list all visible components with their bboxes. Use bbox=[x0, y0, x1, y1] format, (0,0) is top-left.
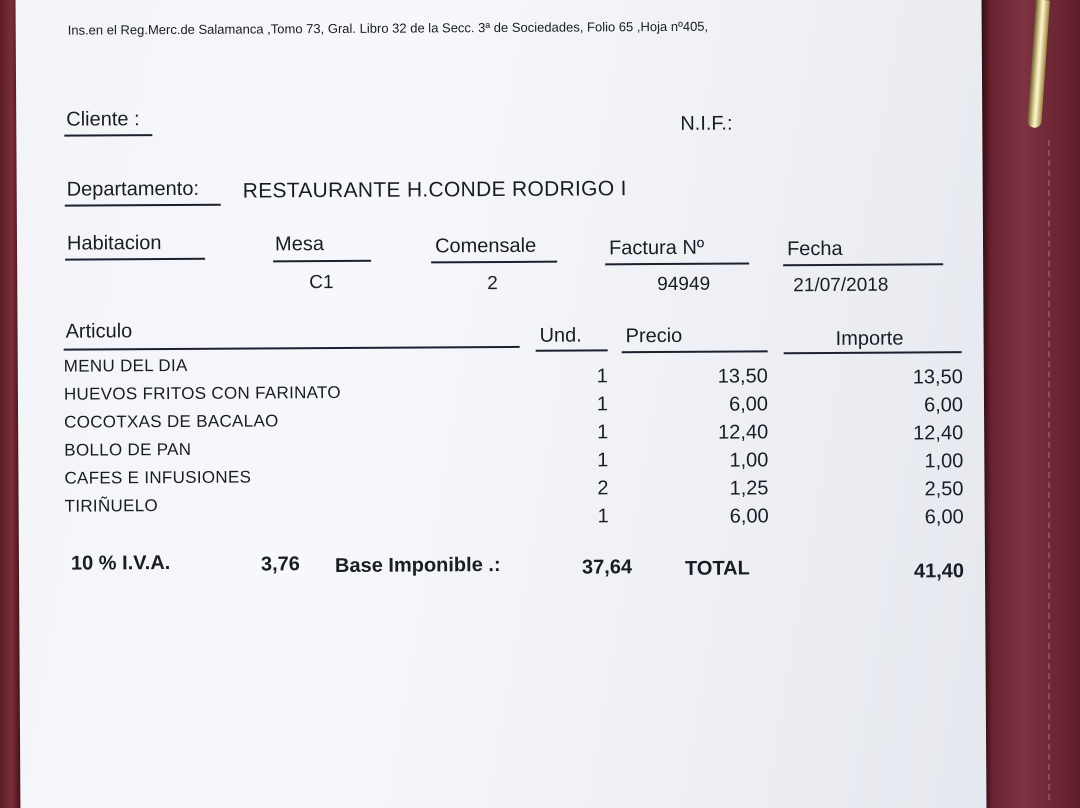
table-row-importe: 2,50 bbox=[924, 478, 964, 501]
precio-underline bbox=[622, 350, 768, 353]
articulo-header: Articulo bbox=[65, 320, 133, 343]
nif-label: N.I.F.: bbox=[680, 112, 733, 135]
table-row-articulo: CAFES E INFUSIONES bbox=[64, 467, 252, 488]
table-row-precio: 1,25 bbox=[729, 477, 769, 500]
table-row-importe: 6,00 bbox=[924, 506, 964, 529]
total-value: 41,40 bbox=[913, 560, 965, 583]
mesa-label: Mesa bbox=[274, 233, 324, 256]
client-underline bbox=[64, 134, 152, 136]
factura-value: 94949 bbox=[657, 273, 711, 296]
factura-underline bbox=[605, 262, 749, 265]
registry-line: Ins.en el Reg.Merc.de Salamanca ,Tomo 73, Gral. Libro 32 de la Secc. 3ª de Sociedades, Folio 65 ,Hoja nº405, bbox=[67, 18, 709, 38]
table-row-articulo: HUEVOS FRITOS CON FARINATO bbox=[63, 382, 341, 404]
comensales-label: Comensale bbox=[434, 234, 537, 258]
total-label: TOTAL bbox=[684, 557, 750, 580]
comensales-underline bbox=[431, 261, 557, 264]
table-row-importe: 1,00 bbox=[924, 450, 964, 473]
table-row-articulo: COCOTXAS DE BACALAO bbox=[64, 411, 279, 432]
habitacion-label: Habitacion bbox=[66, 232, 162, 255]
table-row-precio: 12,40 bbox=[718, 421, 769, 444]
invoice-paper bbox=[15, 0, 986, 808]
articulo-underline bbox=[64, 346, 520, 351]
iva-value: 3,76 bbox=[260, 553, 300, 576]
mesa-value: C1 bbox=[309, 272, 334, 294]
fecha-underline bbox=[783, 263, 943, 266]
precio-header: Precio bbox=[625, 324, 683, 348]
department-value: RESTAURANTE H.CONDE RODRIGO I bbox=[242, 177, 627, 203]
table-row-precio: 6,00 bbox=[728, 393, 769, 416]
table-row-importe: 6,00 bbox=[924, 394, 964, 417]
und-header: Und. bbox=[539, 324, 582, 347]
mesa-underline bbox=[273, 260, 371, 263]
iva-label: 10 % I.V.A. bbox=[70, 552, 171, 575]
department-underline bbox=[65, 204, 221, 206]
base-imponible-value: 37,64 bbox=[581, 556, 633, 579]
fecha-value: 21/07/2018 bbox=[793, 274, 889, 297]
importe-underline bbox=[784, 351, 962, 354]
table-row-articulo: TIRIÑUELO bbox=[64, 496, 159, 516]
table-row-und: 1 bbox=[596, 421, 609, 444]
client-label: Cliente : bbox=[66, 108, 140, 131]
table-row-und: 1 bbox=[597, 505, 609, 528]
table-row-precio: 6,00 bbox=[729, 505, 769, 528]
table-row-importe: 13,50 bbox=[912, 366, 963, 389]
table-row-und: 2 bbox=[597, 477, 609, 500]
habitacion-underline bbox=[65, 258, 205, 261]
fecha-label: Fecha bbox=[786, 237, 843, 261]
table-row-und: 1 bbox=[596, 365, 608, 388]
folder-stitching bbox=[1048, 140, 1050, 800]
table-row-articulo: BOLLO DE PAN bbox=[64, 439, 192, 460]
comensales-value: 2 bbox=[487, 273, 498, 295]
factura-label: Factura Nº bbox=[608, 236, 705, 260]
table-row-und: 1 bbox=[597, 449, 609, 472]
department-label: Departamento: bbox=[66, 177, 200, 201]
table-row-precio: 1,00 bbox=[729, 449, 769, 472]
importe-header: Importe bbox=[835, 327, 904, 350]
und-underline bbox=[536, 349, 608, 351]
base-imponible-label: Base Imponible .: bbox=[334, 554, 501, 578]
table-row-precio: 13,50 bbox=[717, 365, 768, 388]
table-row-importe: 12,40 bbox=[913, 422, 964, 445]
table-row-und: 1 bbox=[596, 393, 609, 416]
table-row-articulo: MENU DEL DIA bbox=[63, 355, 188, 376]
